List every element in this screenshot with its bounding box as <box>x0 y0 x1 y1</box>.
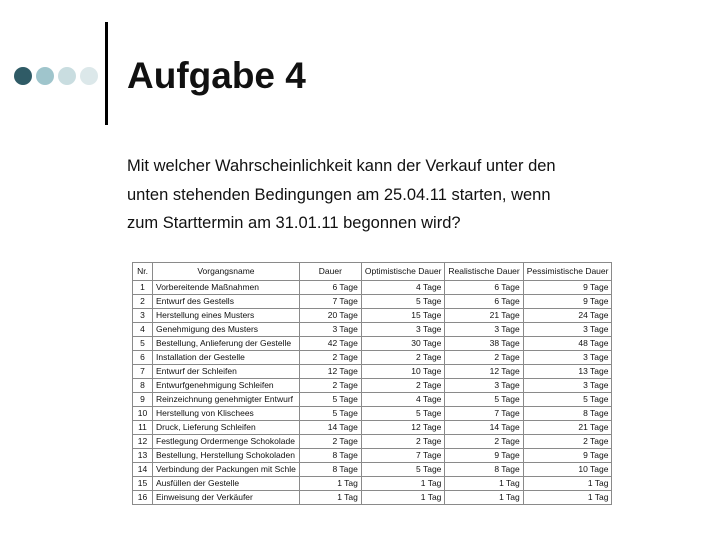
cell-optimistisch: 4 Tage <box>361 281 445 295</box>
cell-vorgangsname: Druck, Lieferung Schleifen <box>153 421 300 435</box>
cell-pessimistisch: 2 Tage <box>523 435 612 449</box>
cell-vorgangsname: Herstellung von Klischees <box>153 407 300 421</box>
cell-vorgangsname: Bestellung, Herstellung Schokoladen <box>153 449 300 463</box>
cell-realistisch: 1 Tag <box>445 477 523 491</box>
cell-vorgangsname: Herstellung eines Musters <box>153 309 300 323</box>
question-line-3: zum Starttermin am 31.01.11 begonnen wird? <box>127 214 461 232</box>
table-header-row <box>133 263 612 281</box>
cell-dauer: 5 Tage <box>299 393 361 407</box>
cell-optimistisch: 5 Tage <box>361 295 445 309</box>
cell-nr: 13 <box>133 449 153 463</box>
cell-pessimistisch: 9 Tage <box>523 281 612 295</box>
cell-optimistisch: 5 Tage <box>361 407 445 421</box>
dot-dark <box>14 67 32 85</box>
cell-pessimistisch: 9 Tage <box>523 449 612 463</box>
cell-nr: 9 <box>133 393 153 407</box>
cell-realistisch: 7 Tage <box>445 407 523 421</box>
cell-pessimistisch: 24 Tage <box>523 309 612 323</box>
cell-optimistisch: 3 Tage <box>361 323 445 337</box>
cell-optimistisch: 1 Tag <box>361 491 445 505</box>
cell-nr: 2 <box>133 295 153 309</box>
cell-vorgangsname: Entwurf des Gestells <box>153 295 300 309</box>
cell-dauer: 8 Tage <box>299 463 361 477</box>
cell-dauer: 2 Tage <box>299 379 361 393</box>
cell-nr: 5 <box>133 337 153 351</box>
cell-realistisch: 2 Tage <box>445 351 523 365</box>
header-nr: Nr. <box>133 263 153 281</box>
table-row <box>133 435 612 449</box>
cell-dauer: 7 Tage <box>299 295 361 309</box>
cell-optimistisch: 10 Tage <box>361 365 445 379</box>
cell-pessimistisch: 1 Tag <box>523 477 612 491</box>
header-vorgangsname: Vorgangsname <box>153 263 300 281</box>
header-dauer: Dauer <box>299 263 361 281</box>
cell-realistisch: 21 Tage <box>445 309 523 323</box>
cell-vorgangsname: Ausfüllen der Gestelle <box>153 477 300 491</box>
question-line-1: Mit welcher Wahrscheinlichkeit kann der Verkauf unter den <box>127 157 556 175</box>
title-divider-line <box>105 22 108 125</box>
cell-optimistisch: 2 Tage <box>361 351 445 365</box>
table-row <box>133 407 612 421</box>
question-line-2: unten stehenden Bedingungen am 25.04.11 starten, wenn <box>127 185 551 204</box>
table-row <box>133 449 612 463</box>
cell-pessimistisch: 1 Tag <box>523 491 612 505</box>
cell-pessimistisch: 8 Tage <box>523 407 612 421</box>
cell-nr: 7 <box>133 365 153 379</box>
table-row <box>133 365 612 379</box>
table-row <box>133 421 612 435</box>
table-row <box>133 477 612 491</box>
cell-dauer: 6 Tage <box>299 281 361 295</box>
cell-dauer: 2 Tage <box>299 351 361 365</box>
cell-dauer: 2 Tage <box>299 435 361 449</box>
header-realistische-dauer: Realistische Dauer <box>445 263 523 281</box>
header-pessimistische-dauer: Pessimistische Dauer <box>523 263 612 281</box>
cell-optimistisch: 2 Tage <box>361 435 445 449</box>
cell-nr: 15 <box>133 477 153 491</box>
slide-title: Aufgabe 4 <box>127 55 306 96</box>
table-row <box>133 337 612 351</box>
cell-optimistisch: 30 Tage <box>361 337 445 351</box>
cell-realistisch: 8 Tage <box>445 463 523 477</box>
cell-optimistisch: 7 Tage <box>361 449 445 463</box>
cell-optimistisch: 4 Tage <box>361 393 445 407</box>
cell-optimistisch: 1 Tag <box>361 477 445 491</box>
question-text <box>127 152 687 238</box>
cell-optimistisch: 5 Tage <box>361 463 445 477</box>
cell-pessimistisch: 10 Tage <box>523 463 612 477</box>
cell-realistisch: 12 Tage <box>445 365 523 379</box>
cell-nr: 11 <box>133 421 153 435</box>
cell-realistisch: 14 Tage <box>445 421 523 435</box>
cell-vorgangsname: Festlegung Ordermenge Schokolade <box>153 435 300 449</box>
table-row <box>133 379 612 393</box>
task-duration-table <box>132 262 612 505</box>
cell-nr: 8 <box>133 379 153 393</box>
cell-dauer: 8 Tage <box>299 449 361 463</box>
cell-nr: 10 <box>133 407 153 421</box>
cell-realistisch: 1 Tag <box>445 491 523 505</box>
cell-nr: 6 <box>133 351 153 365</box>
cell-optimistisch: 12 Tage <box>361 421 445 435</box>
cell-dauer: 1 Tag <box>299 491 361 505</box>
cell-vorgangsname: Installation der Gestelle <box>153 351 300 365</box>
header-optimistische-dauer: Optimistische Dauer <box>361 263 445 281</box>
bullet-dots-decoration <box>14 67 98 85</box>
dot-light <box>58 67 76 85</box>
table-row <box>133 351 612 365</box>
cell-nr: 12 <box>133 435 153 449</box>
cell-pessimistisch: 5 Tage <box>523 393 612 407</box>
cell-dauer: 42 Tage <box>299 337 361 351</box>
cell-nr: 3 <box>133 309 153 323</box>
table-row <box>133 393 612 407</box>
cell-vorgangsname: Bestellung, Anlieferung der Gestelle <box>153 337 300 351</box>
cell-realistisch: 3 Tage <box>445 379 523 393</box>
cell-vorgangsname: Verbindung der Packungen mit Schle <box>153 463 300 477</box>
cell-realistisch: 38 Tage <box>445 337 523 351</box>
cell-realistisch: 5 Tage <box>445 393 523 407</box>
cell-vorgangsname: Vorbereitende Maßnahmen <box>153 281 300 295</box>
cell-realistisch: 6 Tage <box>445 281 523 295</box>
cell-dauer: 3 Tage <box>299 323 361 337</box>
cell-vorgangsname: Entwurfgenehmigung Schleifen <box>153 379 300 393</box>
cell-vorgangsname: Einweisung der Verkäufer <box>153 491 300 505</box>
cell-pessimistisch: 3 Tage <box>523 379 612 393</box>
cell-pessimistisch: 21 Tage <box>523 421 612 435</box>
cell-pessimistisch: 3 Tage <box>523 323 612 337</box>
cell-realistisch: 3 Tage <box>445 323 523 337</box>
table-row <box>133 309 612 323</box>
cell-pessimistisch: 48 Tage <box>523 337 612 351</box>
cell-vorgangsname: Reinzeichnung genehmigter Entwurf <box>153 393 300 407</box>
table-row <box>133 491 612 505</box>
cell-nr: 4 <box>133 323 153 337</box>
cell-realistisch: 2 Tage <box>445 435 523 449</box>
cell-optimistisch: 15 Tage <box>361 309 445 323</box>
cell-dauer: 20 Tage <box>299 309 361 323</box>
cell-nr: 16 <box>133 491 153 505</box>
table-row <box>133 463 612 477</box>
dot-medium <box>36 67 54 85</box>
cell-optimistisch: 2 Tage <box>361 379 445 393</box>
cell-dauer: 14 Tage <box>299 421 361 435</box>
table-row <box>133 323 612 337</box>
dot-lightest <box>80 67 98 85</box>
cell-pessimistisch: 9 Tage <box>523 295 612 309</box>
cell-vorgangsname: Entwurf der Schleifen <box>153 365 300 379</box>
cell-realistisch: 9 Tage <box>445 449 523 463</box>
cell-dauer: 12 Tage <box>299 365 361 379</box>
cell-nr: 14 <box>133 463 153 477</box>
table-row <box>133 295 612 309</box>
table-body <box>133 281 612 505</box>
cell-pessimistisch: 3 Tage <box>523 351 612 365</box>
cell-dauer: 1 Tag <box>299 477 361 491</box>
cell-dauer: 5 Tage <box>299 407 361 421</box>
table-row <box>133 281 612 295</box>
cell-pessimistisch: 13 Tage <box>523 365 612 379</box>
cell-realistisch: 6 Tage <box>445 295 523 309</box>
cell-vorgangsname: Genehmigung des Musters <box>153 323 300 337</box>
cell-nr: 1 <box>133 281 153 295</box>
